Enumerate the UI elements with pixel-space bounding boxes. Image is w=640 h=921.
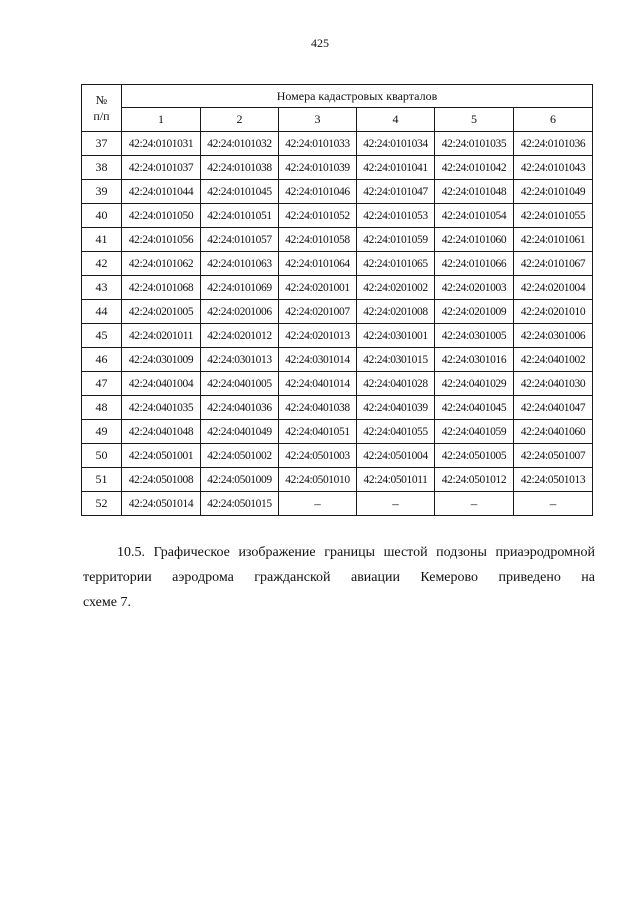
cadastral-number-cell: 42:24:0101039 [279, 156, 357, 180]
row-number-cell: 40 [82, 204, 122, 228]
cadastral-number-cell: 42:24:0101056 [122, 228, 201, 252]
paragraph-line-3: схеме 7. [83, 595, 131, 610]
cadastral-number-cell: 42:24:0201007 [279, 300, 357, 324]
cadastral-quarters-table [81, 84, 593, 516]
row-number-cell: 47 [82, 372, 122, 396]
table-row [82, 420, 593, 444]
table-row [82, 300, 593, 324]
cadastral-number-cell: 42:24:0201010 [514, 300, 593, 324]
cadastral-number-cell: 42:24:0301016 [435, 348, 514, 372]
table-row [82, 252, 593, 276]
cadastral-number-cell: 42:24:0101047 [357, 180, 435, 204]
cadastral-number-cell: 42:24:0101055 [514, 204, 593, 228]
cadastral-number-cell: 42:24:0101042 [435, 156, 514, 180]
cadastral-number-cell: 42:24:0201005 [122, 300, 201, 324]
cadastral-number-cell: 42:24:0501014 [122, 492, 201, 516]
cadastral-number-cell: 42:24:0201006 [201, 300, 279, 324]
row-number-cell: 48 [82, 396, 122, 420]
cadastral-number-cell: – [357, 492, 435, 516]
cadastral-number-cell: 42:24:0101058 [279, 228, 357, 252]
table-row [82, 324, 593, 348]
cadastral-number-cell: 42:24:0201013 [279, 324, 357, 348]
cadastral-number-cell: 42:24:0401051 [279, 420, 357, 444]
cadastral-number-cell: 42:24:0101037 [122, 156, 201, 180]
cadastral-number-cell: 42:24:0401036 [201, 396, 279, 420]
cadastral-number-cell: 42:24:0201003 [435, 276, 514, 300]
cadastral-number-cell: 42:24:0301014 [279, 348, 357, 372]
cadastral-number-cell: 42:24:0101031 [122, 132, 201, 156]
cadastral-number-cell: 42:24:0101045 [201, 180, 279, 204]
cadastral-number-cell: 42:24:0101067 [514, 252, 593, 276]
cadastral-number-cell: 42:24:0101063 [201, 252, 279, 276]
table-row [82, 444, 593, 468]
cadastral-number-cell: 42:24:0501009 [201, 468, 279, 492]
column-number-header: 2 [201, 108, 279, 132]
cadastral-number-cell: 42:24:0101065 [357, 252, 435, 276]
cadastral-number-cell: 42:24:0401030 [514, 372, 593, 396]
row-number-cell: 50 [82, 444, 122, 468]
cadastral-number-cell: 42:24:0501003 [279, 444, 357, 468]
table-row [82, 468, 593, 492]
row-number-cell: 41 [82, 228, 122, 252]
cadastral-number-cell: 42:24:0401005 [201, 372, 279, 396]
cadastral-number-cell: 42:24:0201001 [279, 276, 357, 300]
column-number-header: 6 [514, 108, 593, 132]
cadastral-number-cell: 42:24:0501013 [514, 468, 593, 492]
cadastral-number-cell: 42:24:0401004 [122, 372, 201, 396]
cadastral-number-cell: 42:24:0301001 [357, 324, 435, 348]
cadastral-number-cell: 42:24:0101064 [279, 252, 357, 276]
cadastral-number-cell: 42:24:0101053 [357, 204, 435, 228]
cadastral-number-cell: 42:24:0101044 [122, 180, 201, 204]
cadastral-number-cell: 42:24:0201011 [122, 324, 201, 348]
table-row [82, 204, 593, 228]
table-row [82, 276, 593, 300]
cadastral-number-cell: 42:24:0501015 [201, 492, 279, 516]
cadastral-number-cell: 42:24:0401047 [514, 396, 593, 420]
cadastral-number-cell: 42:24:0101057 [201, 228, 279, 252]
cadastral-number-cell: 42:24:0101059 [357, 228, 435, 252]
cadastral-number-cell: 42:24:0101046 [279, 180, 357, 204]
column-number-header: 4 [357, 108, 435, 132]
row-number-cell: 37 [82, 132, 122, 156]
cadastral-number-cell: 42:24:0401002 [514, 348, 593, 372]
cadastral-number-cell: 42:24:0101041 [357, 156, 435, 180]
row-number-cell: 45 [82, 324, 122, 348]
cadastral-number-cell: 42:24:0101035 [435, 132, 514, 156]
column-numbers-row [82, 108, 593, 132]
cadastral-number-cell: 42:24:0401035 [122, 396, 201, 420]
cadastral-number-cell: 42:24:0101068 [122, 276, 201, 300]
table-row [82, 228, 593, 252]
row-number-cell: 46 [82, 348, 122, 372]
table-body [82, 132, 593, 516]
cadastral-number-cell: 42:24:0101033 [279, 132, 357, 156]
cadastral-number-cell: 42:24:0101061 [514, 228, 593, 252]
table-caption: Номера кадастровых кварталов [122, 85, 593, 108]
cadastral-number-cell: 42:24:0101054 [435, 204, 514, 228]
cadastral-number-cell: 42:24:0201009 [435, 300, 514, 324]
row-number-cell: 42 [82, 252, 122, 276]
paragraph-line-2: территории аэродрома гражданской авиации Кемерово приведено на [83, 570, 595, 585]
column-number-header: 1 [122, 108, 201, 132]
cadastral-number-cell: 42:24:0501005 [435, 444, 514, 468]
row-number-cell: 44 [82, 300, 122, 324]
column-number-header: 3 [279, 108, 357, 132]
cadastral-number-cell: 42:24:0101062 [122, 252, 201, 276]
cadastral-number-cell: 42:24:0101049 [514, 180, 593, 204]
cadastral-number-cell: 42:24:0401029 [435, 372, 514, 396]
row-number-cell: 52 [82, 492, 122, 516]
cadastral-number-cell: 42:24:0301015 [357, 348, 435, 372]
cadastral-number-cell: 42:24:0501007 [514, 444, 593, 468]
cadastral-number-cell: 42:24:0401039 [357, 396, 435, 420]
paragraph-line-1: 10.5. Графическое изображение границы шестой подзоны приаэродромной [117, 545, 595, 560]
cadastral-number-cell: 42:24:0401038 [279, 396, 357, 420]
cadastral-number-cell: 42:24:0201004 [514, 276, 593, 300]
cadastral-number-cell: 42:24:0401014 [279, 372, 357, 396]
cadastral-number-cell: 42:24:0101066 [435, 252, 514, 276]
cadastral-number-cell: 42:24:0101036 [514, 132, 593, 156]
cadastral-number-cell: 42:24:0101069 [201, 276, 279, 300]
cadastral-number-cell: 42:24:0201012 [201, 324, 279, 348]
cadastral-number-cell: 42:24:0501002 [201, 444, 279, 468]
cadastral-number-cell: 42:24:0301005 [435, 324, 514, 348]
cadastral-number-cell: 42:24:0401028 [357, 372, 435, 396]
cadastral-number-cell: 42:24:0201008 [357, 300, 435, 324]
cadastral-number-cell: 42:24:0101038 [201, 156, 279, 180]
cadastral-number-cell: 42:24:0401045 [435, 396, 514, 420]
column-number-header: 5 [435, 108, 514, 132]
cadastral-number-cell: 42:24:0301013 [201, 348, 279, 372]
row-number-cell: 38 [82, 156, 122, 180]
number-sign: № [95, 93, 108, 107]
cadastral-number-cell: 42:24:0401048 [122, 420, 201, 444]
row-number-cell: 39 [82, 180, 122, 204]
table-row [82, 132, 593, 156]
cadastral-number-cell: 42:24:0101032 [201, 132, 279, 156]
cadastral-number-cell: 42:24:0401055 [357, 420, 435, 444]
row-number-header [82, 85, 122, 132]
cadastral-number-cell: 42:24:0101051 [201, 204, 279, 228]
cadastral-number-cell: 42:24:0101043 [514, 156, 593, 180]
page-number: 425 [311, 36, 329, 50]
cadastral-number-cell: 42:24:0101052 [279, 204, 357, 228]
cadastral-number-cell: – [279, 492, 357, 516]
cadastral-number-cell: 42:24:0501011 [357, 468, 435, 492]
cadastral-number-cell: 42:24:0201002 [357, 276, 435, 300]
cadastral-number-cell: 42:24:0101060 [435, 228, 514, 252]
cadastral-number-cell: 42:24:0501012 [435, 468, 514, 492]
cadastral-number-cell: 42:24:0401059 [435, 420, 514, 444]
table-row [82, 492, 593, 516]
cadastral-number-cell: 42:24:0401060 [514, 420, 593, 444]
table-row [82, 156, 593, 180]
cadastral-number-cell: 42:24:0501010 [279, 468, 357, 492]
cadastral-number-cell: 42:24:0401049 [201, 420, 279, 444]
table-row [82, 372, 593, 396]
table-row [82, 348, 593, 372]
cadastral-number-cell: 42:24:0101034 [357, 132, 435, 156]
cadastral-number-cell: 42:24:0501004 [357, 444, 435, 468]
table-row [82, 180, 593, 204]
cadastral-number-cell: 42:24:0501008 [122, 468, 201, 492]
table-row [82, 396, 593, 420]
cadastral-number-cell: 42:24:0301006 [514, 324, 593, 348]
cadastral-number-cell: 42:24:0301009 [122, 348, 201, 372]
cadastral-number-cell: – [514, 492, 593, 516]
cadastral-number-cell: 42:24:0501001 [122, 444, 201, 468]
section-paragraph [83, 540, 595, 615]
row-number-abbrev: п/п [93, 109, 110, 123]
row-number-cell: 43 [82, 276, 122, 300]
cadastral-number-cell: 42:24:0101048 [435, 180, 514, 204]
row-number-cell: 49 [82, 420, 122, 444]
cadastral-number-cell: – [435, 492, 514, 516]
cadastral-number-cell: 42:24:0101050 [122, 204, 201, 228]
row-number-cell: 51 [82, 468, 122, 492]
